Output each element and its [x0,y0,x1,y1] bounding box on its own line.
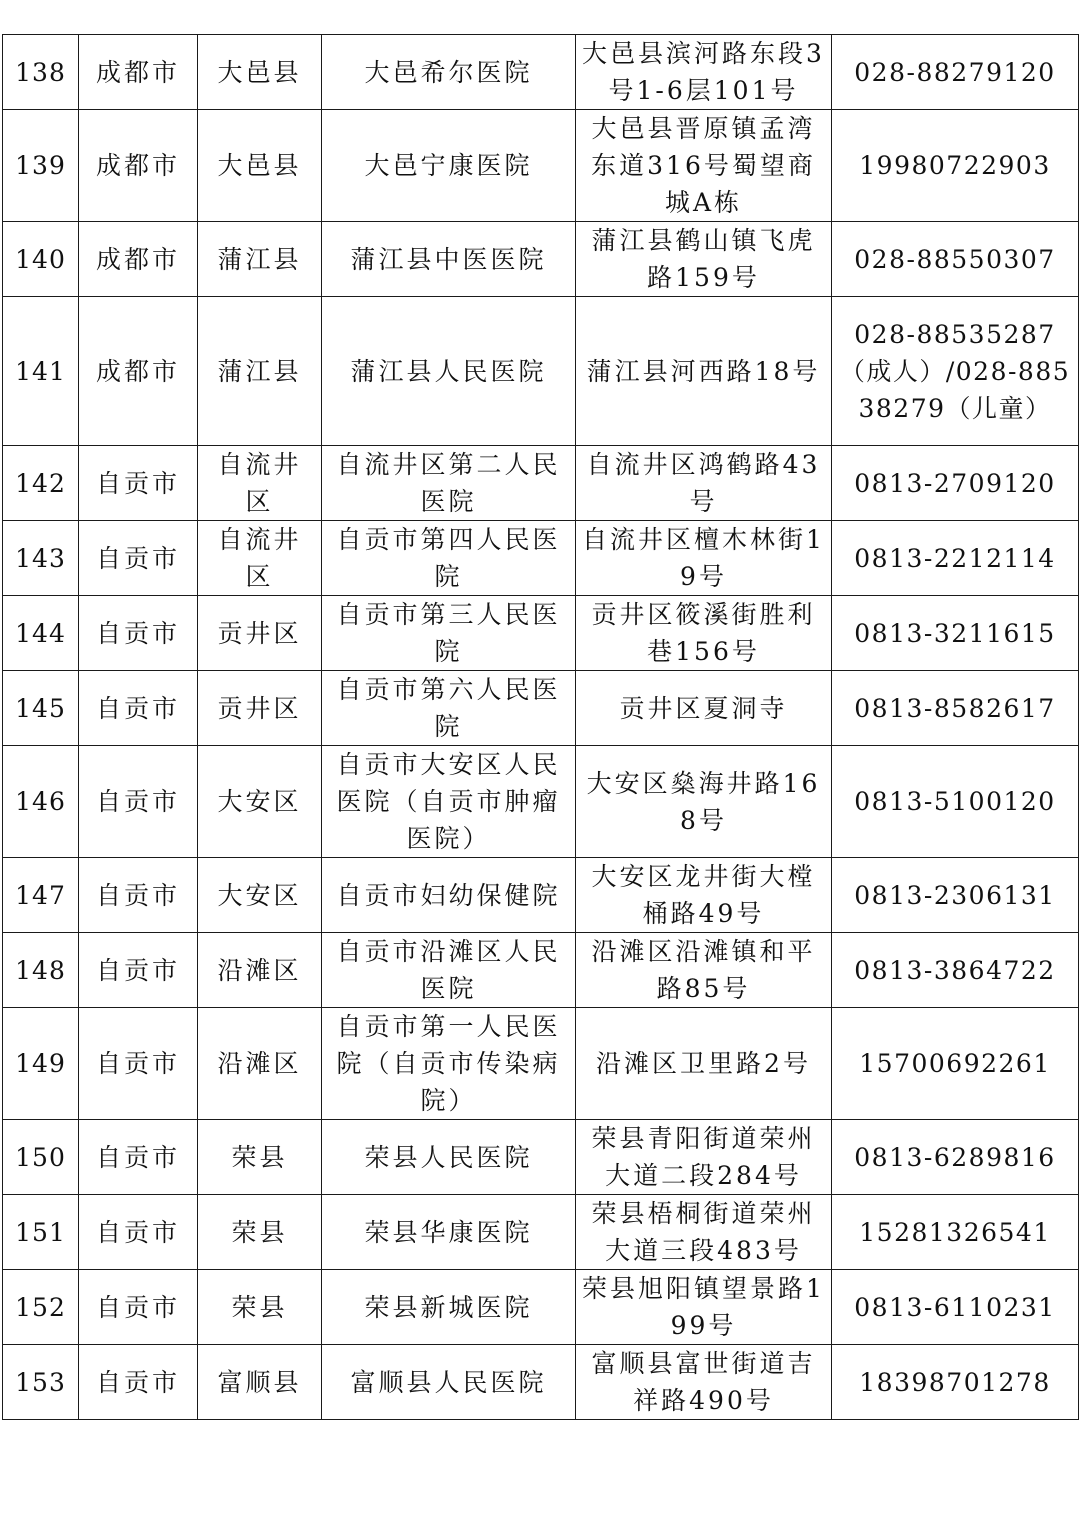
phone-cell [832,110,1079,222]
row-number: 151 [15,1217,66,1247]
table-row [3,222,1079,297]
district-cell [198,746,322,858]
hospital-list-table [2,34,1079,1420]
row-number: 143 [15,543,66,573]
hospital-address: 沿滩区卫里路2号 [596,1049,811,1078]
phone-cell [832,1345,1079,1420]
table-row [3,446,1079,521]
city-name: 自贡市 [95,693,180,723]
district-name: 大邑县 [217,57,302,87]
table-row [3,297,1079,446]
city-name: 自贡市 [95,543,180,573]
table-row [3,1345,1079,1420]
hospital-cell [322,1270,576,1345]
city-name: 自贡市 [95,1292,180,1322]
district-name: 沿滩区 [217,955,302,985]
address-cell [576,858,832,933]
phone-number: 0813-2212114 [854,543,1056,573]
row-number: 148 [15,955,66,985]
address-cell [576,671,832,746]
district-cell [198,446,322,521]
phone-cell [832,596,1079,671]
row-number: 142 [15,468,66,498]
hospital-address: 大安区燊海井路168号 [586,768,821,835]
district-name: 自流井区 [217,525,302,591]
district-cell [198,110,322,222]
city-name: 自贡市 [95,955,180,985]
hospital-cell [322,297,576,446]
hospital-address: 荣县青阳街道荣州大道二段284号 [591,1124,816,1190]
hospital-cell [322,110,576,222]
district-name: 荣县 [231,1292,288,1322]
hospital-cell [322,1195,576,1270]
city-name: 自贡市 [95,1142,180,1172]
phone-cell [832,521,1079,596]
row-number-cell [3,858,79,933]
hospital-name: 自贡市第三人民医院 [336,600,561,666]
hospital-name: 荣县华康医院 [364,1217,533,1247]
hospital-cell [322,596,576,671]
city-name: 自贡市 [95,880,180,910]
address-cell [576,110,832,222]
address-cell [576,35,832,110]
row-number-cell [3,596,79,671]
row-number: 153 [15,1367,66,1397]
hospital-cell [322,1120,576,1195]
address-cell [576,1195,832,1270]
address-cell [576,1120,832,1195]
address-cell [576,521,832,596]
hospital-cell [322,1008,576,1120]
row-number: 141 [15,356,66,386]
row-number: 140 [15,244,66,274]
hospital-address: 贡井区夏洞寺 [619,693,788,723]
row-number: 149 [15,1049,66,1078]
city-cell [79,110,198,222]
hospital-cell [322,1345,576,1420]
district-cell [198,1195,322,1270]
table-row [3,596,1079,671]
row-number: 147 [15,880,66,910]
phone-number: 0813-6110231 [854,1292,1056,1322]
city-cell [79,858,198,933]
city-name: 自贡市 [95,787,180,816]
hospital-cell [322,858,576,933]
district-cell [198,521,322,596]
hospital-address: 大邑县晋原镇孟湾东道316号蜀望商城A栋 [591,114,816,217]
phone-number: 0813-3211615 [854,618,1056,648]
hospital-name: 自贡市妇幼保健院 [336,880,561,910]
row-number-cell [3,1345,79,1420]
hospital-name: 荣县新城医院 [364,1292,533,1322]
phone-number: 028-88279120 [854,57,1056,87]
hospital-address: 自流井区檀木林街19号 [582,525,825,591]
district-cell [198,933,322,1008]
hospital-name: 自贡市第四人民医院 [336,525,561,591]
table-row [3,1008,1079,1120]
city-cell [79,746,198,858]
row-number-cell [3,1120,79,1195]
district-cell [198,35,322,110]
row-number: 144 [15,618,66,648]
address-cell [576,1270,832,1345]
district-cell [198,858,322,933]
hospital-cell [322,446,576,521]
district-cell [198,1008,322,1120]
phone-cell [832,1195,1079,1270]
hospital-address: 贡井区筱溪街胜利巷156号 [591,600,816,666]
city-name: 成都市 [95,356,180,386]
hospital-name: 自贡市第六人民医院 [336,675,561,741]
row-number: 139 [15,151,66,180]
table-row [3,1195,1079,1270]
row-number-cell [3,521,79,596]
district-cell [198,596,322,671]
row-number-cell [3,1008,79,1120]
hospital-address: 蒲江县鹤山镇飞虎路159号 [591,226,816,292]
city-cell [79,596,198,671]
city-name: 自贡市 [95,618,180,648]
hospital-address: 蒲江县河西路18号 [586,356,821,386]
hospital-name: 自流井区第二人民医院 [336,450,561,516]
row-number: 138 [15,57,66,87]
row-number: 146 [15,787,66,816]
table-body [3,35,1079,1420]
address-cell [576,933,832,1008]
hospital-name: 自贡市沿滩区人民医院 [336,937,561,1003]
hospital-address: 自流井区鸿鹤路43号 [586,450,821,516]
hospital-address: 大邑县滨河路东段3号1-6层101号 [582,39,825,105]
city-name: 成都市 [95,244,180,274]
phone-cell [832,35,1079,110]
hospital-name: 荣县人民医院 [364,1142,533,1172]
hospital-cell [322,746,576,858]
phone-number: 19980722903 [859,151,1051,180]
phone-cell [832,446,1079,521]
row-number-cell [3,110,79,222]
table-row [3,35,1079,110]
phone-number: 0813-8582617 [854,693,1056,723]
row-number-cell [3,671,79,746]
hospital-cell [322,35,576,110]
row-number-cell [3,35,79,110]
city-name: 自贡市 [95,1049,180,1078]
phone-cell [832,933,1079,1008]
row-number-cell [3,222,79,297]
city-cell [79,1195,198,1270]
city-name: 自贡市 [95,468,180,498]
city-cell [79,1270,198,1345]
phone-cell [832,222,1079,297]
phone-cell [832,1270,1079,1345]
table-row [3,858,1079,933]
city-name: 自贡市 [95,1217,180,1247]
row-number-cell [3,933,79,1008]
phone-number: 0813-2709120 [854,468,1056,498]
city-name: 成都市 [95,57,180,87]
hospital-name: 自贡市第一人民医院（自贡市传染病院） [336,1012,561,1115]
hospital-cell [322,933,576,1008]
district-name: 自流井区 [217,450,302,516]
phone-number: 0813-2306131 [854,880,1056,910]
phone-cell [832,746,1079,858]
district-name: 贡井区 [217,618,302,648]
address-cell [576,596,832,671]
phone-number: 028-88550307 [854,244,1056,274]
city-cell [79,446,198,521]
phone-cell [832,1008,1079,1120]
row-number-cell [3,446,79,521]
table-row [3,1120,1079,1195]
district-name: 大安区 [217,880,302,910]
row-number-cell [3,1195,79,1270]
table-row [3,933,1079,1008]
hospital-name: 大邑宁康医院 [364,151,533,180]
city-cell [79,671,198,746]
address-cell [576,446,832,521]
district-cell [198,297,322,446]
district-name: 富顺县 [217,1367,302,1397]
district-name: 蒲江县 [217,244,302,274]
phone-number: 15281326541 [859,1217,1051,1247]
phone-number: 0813-6289816 [854,1142,1056,1172]
table-row [3,1270,1079,1345]
hospital-name: 蒲江县中医医院 [350,244,547,274]
city-cell [79,1120,198,1195]
row-number: 150 [15,1142,66,1172]
city-cell [79,222,198,297]
address-cell [576,746,832,858]
hospital-address: 富顺县富世街道吉祥路490号 [591,1349,816,1415]
table-row [3,671,1079,746]
city-name: 成都市 [95,151,180,180]
address-cell [576,297,832,446]
row-number: 145 [15,693,66,723]
city-cell [79,35,198,110]
city-cell [79,297,198,446]
address-cell [576,222,832,297]
hospital-cell [322,222,576,297]
phone-number: 0813-3864722 [854,955,1056,985]
district-name: 贡井区 [217,693,302,723]
district-name: 荣县 [231,1217,288,1247]
phone-number: 15700692261 [859,1049,1051,1078]
hospital-cell [322,671,576,746]
row-number-cell [3,297,79,446]
hospital-name: 富顺县人民医院 [350,1367,547,1397]
table-row [3,521,1079,596]
hospital-address: 大安区龙井街大樘桶路49号 [591,862,816,928]
city-cell [79,933,198,1008]
city-cell [79,1345,198,1420]
phone-number: 028-88535287（成人）/028-88538279（儿童） [839,319,1071,423]
table-row [3,110,1079,222]
district-cell [198,1345,322,1420]
district-cell [198,671,322,746]
hospital-cell [322,521,576,596]
district-name: 蒲江县 [217,356,302,386]
hospital-name: 自贡市大安区人民医院（自贡市肿瘤医院） [336,750,561,853]
city-cell [79,521,198,596]
phone-cell [832,1120,1079,1195]
address-cell [576,1008,832,1120]
phone-cell [832,858,1079,933]
hospital-address: 沿滩区沿滩镇和平路85号 [591,937,816,1003]
district-cell [198,1270,322,1345]
city-name: 自贡市 [95,1367,180,1397]
hospital-name: 大邑希尔医院 [364,57,533,87]
hospital-address: 荣县梧桐街道荣州大道三段483号 [591,1199,816,1265]
hospital-address: 荣县旭阳镇望景路199号 [582,1274,825,1340]
district-name: 沿滩区 [217,1049,302,1078]
row-number: 152 [15,1292,66,1322]
district-name: 大安区 [217,787,302,816]
district-name: 大邑县 [217,151,302,180]
district-name: 荣县 [231,1142,288,1172]
phone-number: 0813-5100120 [854,787,1056,816]
row-number-cell [3,746,79,858]
city-cell [79,1008,198,1120]
hospital-name: 蒲江县人民医院 [350,356,547,386]
phone-cell [832,671,1079,746]
phone-number: 18398701278 [859,1367,1051,1397]
phone-cell [832,297,1079,446]
table-row [3,746,1079,858]
address-cell [576,1345,832,1420]
district-cell [198,222,322,297]
row-number-cell [3,1270,79,1345]
district-cell [198,1120,322,1195]
